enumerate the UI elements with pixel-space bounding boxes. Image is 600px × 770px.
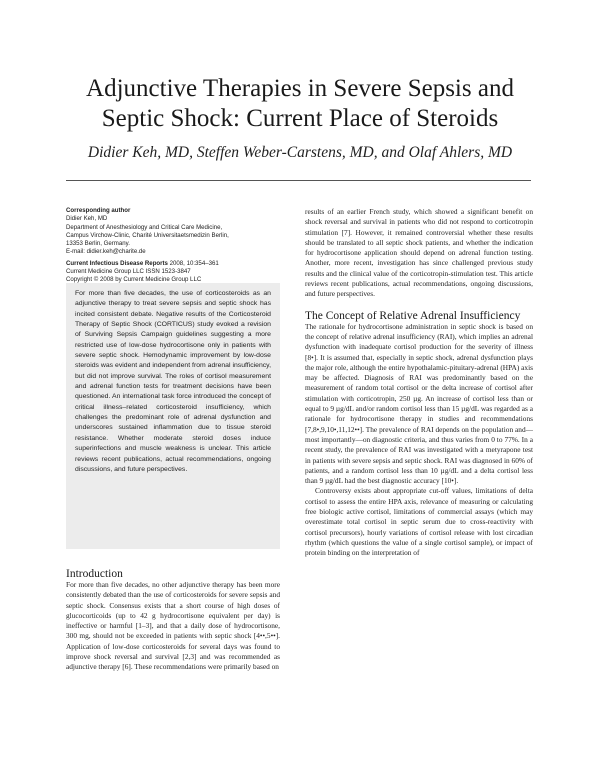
title-line-1: Adjunctive Therapies in Severe Sepsis and xyxy=(86,75,514,102)
citation-block xyxy=(66,260,280,285)
correspondence-name: Didier Keh, MD xyxy=(66,215,108,223)
continuation-paragraph: results of an earlier French study, which showed a significant benefit on shock reversal and survival in patients who did not respond to corticotropin stimulation [7]. However, it remained controversial whether these results should be translated to all septic shock patients, and whether the indication for hydrocortisone application should depend on adrenal function testing. Another, more recent, investigation has since challenged previous study results and the clinical value of the corticotropin-stimulation test. This article reviews recent publications, actual recommendations, ongoing discussions, and future perspectives. xyxy=(305,207,533,299)
rai-section-heading: The Concept of Relative Adrenal Insufficiency xyxy=(305,309,521,322)
correspondence-heading: Corresponding author xyxy=(66,207,131,214)
abstract-text: For more than five decades, the use of corticosteroids as an adjunctive therapy to treat severe sepsis and septic shock has incited consistent debate. Negative results of the Corticosteroid Therapy of Septic Shock (CORTICUS) study evoked a revision of Surviving Sepsis Campaign guidelines suggesting a more restricted use of low-dose hydrocortisone only in patients with severe septic shock. Hemodynamic improvement by low-dose steroids was evident and independent from adrenal insufficiency, but did not improve survival. The roles of cortisol measurement and adrenal function tests for treatment decisions have been questioned. An international task force introduced the concept of critical illness–related corticosteroid insufficiency, which challenges the predominant role of adrenal dysfunction and underscores sustained inflammation due to tissue steroid resistance. Whether moderate steroid doses induce superinfections and muscle weakness is unclear. This article reviews recent publications, actual recommendations, ongoing discussions, and future perspectives. xyxy=(75,290,271,473)
publisher-line: Current Medicine Group LLC ISSN 1523-3847 xyxy=(66,268,191,276)
correspondence-email[interactable]: E-mail: didier.keh@charite.de xyxy=(66,248,146,256)
introduction-section xyxy=(66,568,280,673)
correspondence-block xyxy=(66,207,280,257)
correspondence-city: 13353 Berlin, Germany. xyxy=(66,240,130,248)
article-title xyxy=(40,74,560,134)
correspondence-dept: Department of Anesthesiology and Critical Care Medicine, xyxy=(66,223,223,231)
copyright-line: Copyright © 2008 by Current Medicine Group LLC xyxy=(66,276,202,284)
journal-name: Current Infectious Disease Reports xyxy=(66,259,168,267)
correspondence-campus: Campus Virchow-Clinic, Charité Universitaetsmedizin Berlin, xyxy=(66,231,229,239)
article-metadata xyxy=(66,207,280,288)
title-line-2: Septic Shock: Current Place of Steroids xyxy=(101,105,499,132)
author-list: Didier Keh, MD, Steffen Weber-Carstens, MD, and Olaf Ahlers, MD xyxy=(87,144,513,161)
abstract-box xyxy=(66,283,280,549)
rai-paragraph-1: The rationale for hydrocortisone administration in septic shock is based on the concept of relative adrenal insufficiency (RAI), which implies an adrenal dysfunction with inadequate cortisol production for the severity of illness [8•]. It is assumed that, especially in septic shock, adrenal dysfunction plays the major role, although the entire hypothalamic-pituitary-adrenal (HPA) axis may be affected. Diagnosis of RAI was predominantly based on the measurement of random total cortisol or the delta increase of cortisol after stimulation with corticotropin, 250 µg. An increase of cortisol less than or equal to 9 µg/dL and/or random cortisol less than 15 µg/dL was regarded as a rationale for hydrocortisone therapy in studies and recommendations [7,8•,9,10•,11,12••]. The prevalence of RAI depends on the population and—most importantly—on diagnostic criteria, and thus varies from 0 to 77%. In a recent study, the prevalence of RAI was investigated with a metyrapone test in patients with severe sepsis and septic shock. RAI was diagnosed in 60% of patients, and a random cortisol less than 10 µg/dL and a delta cortisol less than 9 µg/dL had the best diagnostic accuracy [10•]. xyxy=(305,321,533,486)
introduction-heading: Introduction xyxy=(66,568,123,580)
citation-details: 2008, 10:354–361 xyxy=(167,259,219,267)
header-divider xyxy=(66,180,531,181)
right-column xyxy=(305,207,533,559)
citation-line xyxy=(66,260,280,268)
introduction-paragraph: For more than five decades, no other adjunctive therapy has been more consistently debated than the use of corticosteroids for severe sepsis and septic shock. Consensus exists that a short course of high doses of glucocorticoids (up to 42 g hydrocortisone equivalent per day) is ineffective or harmful [1–3], and that a daily dose of hydrocortisone, 300 mg, should not be exceeded in patients with septic shock [4••,5••]. Application of low-dose corticosteroids for several days was found to improve shock reversal and survival [2,3] and was recommended as adjunctive therapy [6]. These recommendations were primarily based on xyxy=(66,580,280,672)
rai-paragraph-2: Controversy exists about appropriate cut-off values, limitations of delta cortisol to assess the entire HPA axis, relevance of measuring or calculating free biologic active cortisol, limitations of commercial assays (which may overestimate total cortisol in septic serum due to cross-reactivity with cortisol precursors), hourly variations of cortisol release with lost circadian rhythm (which questions the value of a single cortisol sample), or impact of protein binding on the interpretation of xyxy=(305,486,533,558)
